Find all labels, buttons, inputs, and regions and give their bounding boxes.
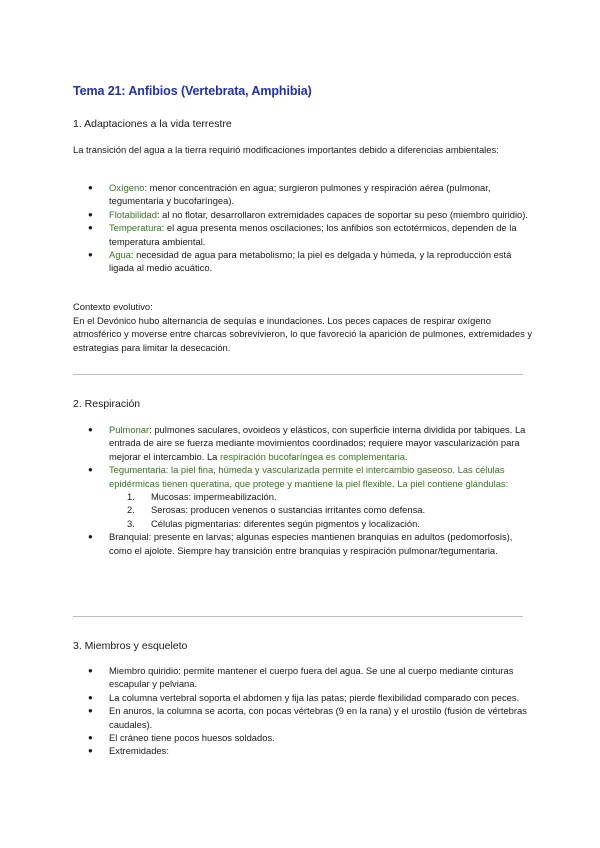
section-2-heading: 2. Respiración	[73, 398, 141, 410]
term-pulmonar: Pulmonar	[109, 424, 150, 435]
respiration-list	[73, 423, 533, 557]
sub-list-item: 1. Mucosas: impermeabilización.	[127, 491, 277, 503]
context-heading: Contexto evolutivo:	[73, 301, 153, 312]
term-flotabilidad: Flotabilidad	[109, 208, 157, 220]
section-divider	[73, 374, 523, 375]
sub-list-item: 3. Células pigmentarias: diferentes según pigmentos y localización.	[127, 517, 420, 529]
document-title: Tema 21: Anfibios (Vertebrata, Amphibia)	[73, 84, 312, 98]
list-item	[73, 463, 533, 530]
list-item: ● Pulmonar: pulmones saculares, ovoideos y elásticos, con superficie interna dividida por tabiques. La entrada de aire se fuerza mediante movimientos coordinados; requiere mayor vascularización para mejorar el intercambio. La respiración bucofaríngea es complementaria.	[73, 423, 533, 463]
list-item: ● Temperatura: el agua presenta menos oscilaciones; los anfibios son ectotérmicos, dependen de la temperatura ambiental.	[73, 221, 533, 248]
term-agua: Agua	[109, 249, 131, 261]
list-item: ● El cráneo tiene pocos huesos soldados.	[73, 731, 533, 744]
list-item: ● En anuros, la columna se acorta, con pocas vértebras (9 en la rana) y el urostilo (fusión de vértebras caudales).	[73, 704, 533, 731]
list-item: ● Branquial: presente en larvas; algunas especies mantienen branquias en adultos (pedomorfosis), como el ajolote. Siempre hay transición entre branquias y respiración pulmonar/tegumentaria.	[73, 530, 533, 557]
list-item: ● Agua: necesidad de agua para metabolismo; la piel es delgada y húmeda, y la reproducción está ligada al medio acuático.	[73, 248, 533, 275]
term-temperatura: Temperatura	[109, 222, 162, 234]
list-item: ● Extremidades:	[73, 744, 533, 757]
section-1-heading: 1. Adaptaciones a la vida terrestre	[73, 118, 232, 130]
list-item: ● Flotabilidad: al no flotar, desarrollaron extremidades capaces de soportar su peso (miembro quiridio).	[73, 208, 533, 221]
term-oxigeno: Oxígeno	[109, 182, 145, 193]
tegumentaria-text: Tegumentaria: la piel fina, húmeda y vascularizada permite el intercambio gaseoso. Las células epidérmicas tienen queratina, que protege y mantiene la piel flexible. La piel contiene glándulas:	[109, 464, 509, 489]
context-text: En el Devónico hubo alternancia de sequías e inundaciones. Los peces capaces de respirar oxígeno atmosférico y moverse entre charcas sobrevivieron, lo que favoreció la aparición de pulmones, extremidades y estrategias para limitar la desecación.	[73, 315, 533, 353]
list-item: ● Oxígeno: menor concentración en agua; surgieron pulmones y respiración aérea (pulmonar, tegumentaria y bucofaríngea).	[73, 181, 533, 208]
section-1-intro: La transición del agua a la tierra requirió modificaciones importantes debido a diferencias ambientales:	[73, 144, 499, 155]
section-divider	[73, 616, 523, 617]
adaptations-list	[73, 181, 533, 275]
limbs-list	[73, 664, 533, 758]
list-item: ● Miembro quiridio: permite mantener el cuerpo fuera del agua. Se une al cuerpo mediante cinturas escapular y pelviana.	[73, 664, 533, 691]
glands-list	[109, 490, 533, 530]
list-item: ● La columna vertebral soporta el abdomen y fija las patas; pierde flexibilidad comparado con peces.	[73, 691, 533, 704]
section-3-heading: 3. Miembros y esqueleto	[73, 640, 188, 652]
sub-list-item: 2. Serosas: producen venenos o sustancias irritantes como defensa.	[127, 504, 426, 516]
